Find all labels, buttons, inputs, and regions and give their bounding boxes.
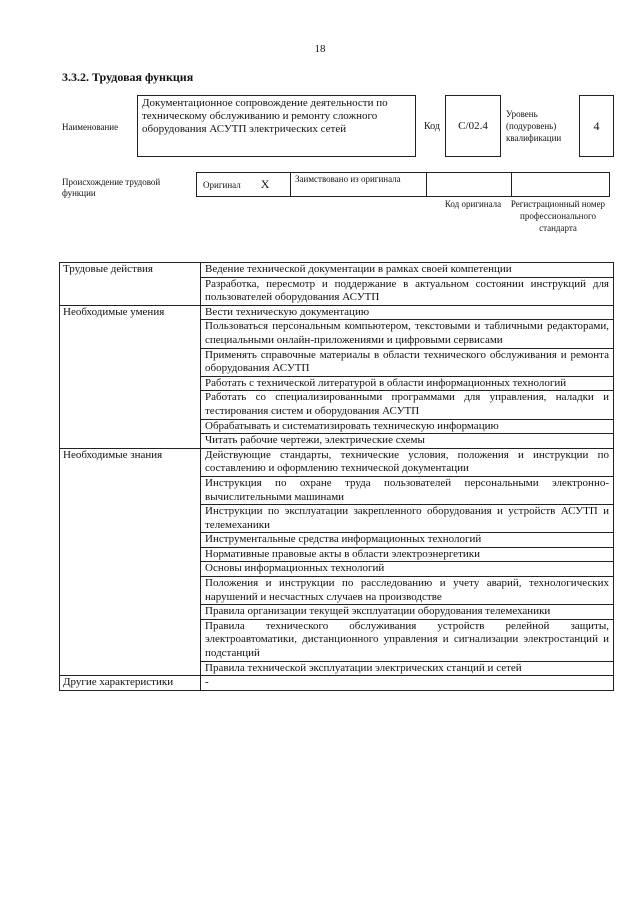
knowledge-item: Правила технического обслуживания устройств релейной защиты, электроавтоматики, дистанционного управления и сигнализации электростанций и подстанций <box>201 619 614 661</box>
skill-item: Обрабатывать и систематизировать техническую информацию <box>201 419 614 434</box>
level-label: Уровень (подуровень) квалификации <box>506 109 562 143</box>
table-row <box>60 263 614 278</box>
skill-item: Работать со специализированными программами для управления, наладки и тестирования систем и оборудования АСУТП <box>201 391 614 419</box>
function-name-box: Документационное сопровождение деятельности по техническому обслуживанию и ремонту сложного оборудования АСУТП электрических сетей <box>137 95 416 157</box>
origin-borrowed-cell: Заимствовано из оригинала <box>290 172 427 197</box>
name-label: Наименование <box>62 122 119 132</box>
skill-item: Применять справочные материалы в области технического обслуживания и ремонта оборудования АСУТП <box>201 348 614 376</box>
reg-number-caption: Регистрационный номер профессионального стандарта <box>510 199 606 233</box>
knowledge-item: Действующие стандарты, технические условия, положения и инструкции по составлению и оформлению технической документации <box>201 448 614 476</box>
origin-label: Происхождение трудовой функции <box>62 177 161 198</box>
knowledge-item: Правила организации текущей эксплуатации оборудования телемеханики <box>201 605 614 620</box>
labor-action-item: Ведение технической документации в рамках своей компетенции <box>201 263 614 278</box>
knowledge-item: Основы информационных технологий <box>201 562 614 577</box>
original-mark: X <box>260 177 270 191</box>
function-table <box>59 262 614 691</box>
skill-item: Работать с технической литературой в области информационных технологий <box>201 376 614 391</box>
code-original-caption: Код оригинала <box>444 199 502 209</box>
skill-item: Пользоваться персональным компьютером, текстовыми и табличными редакторами, специальными онлайн-приложениями и цифровыми сервисами <box>201 320 614 348</box>
knowledge-item: Положения и инструкции по расследованию и учету аварий, технологических нарушений и несчастных случаев на производстве <box>201 577 614 605</box>
other-characteristics-value: - <box>201 676 614 691</box>
knowledge-item: Нормативные правовые акты в области электроэнергетики <box>201 547 614 562</box>
knowledge-label: Необходимые знания <box>60 448 201 676</box>
labor-action-item: Разработка, пересмотр и поддержание в актуальном состоянии инструкций для пользователей оборудования АСУТП <box>201 277 614 305</box>
origin-row <box>197 172 610 197</box>
code-value-box: C/02.4 <box>445 95 501 157</box>
knowledge-item: Правила технической эксплуатации электрических станций и сетей <box>201 661 614 676</box>
level-value-box: 4 <box>579 95 614 157</box>
code-label: Код <box>424 121 440 132</box>
skill-item: Читать рабочие чертежи, электрические схемы <box>201 434 614 449</box>
origin-code-cell <box>426 172 512 197</box>
page-number: 18 <box>314 43 326 55</box>
table-row <box>60 305 614 320</box>
other-characteristics-label: Другие характеристики <box>60 676 201 691</box>
labor-actions-label: Трудовые действия <box>60 263 201 306</box>
skill-item: Вести техническую документацию <box>201 305 614 320</box>
origin-original-cell <box>196 172 291 197</box>
knowledge-item: Инструкции по эксплуатации закрепленного оборудования и устройств АСУТП и телемеханики <box>201 505 614 533</box>
table-row <box>60 448 614 476</box>
table-row <box>60 676 614 691</box>
section-heading: 3.3.2. Трудовая функция <box>62 70 194 84</box>
origin-reg-cell <box>511 172 610 197</box>
knowledge-item: Инструкция по охране труда пользователей персональными электронно-вычислительными машинами <box>201 476 614 504</box>
skills-label: Необходимые умения <box>60 305 201 448</box>
original-label: Оригинал <box>203 179 241 190</box>
knowledge-item: Инструментальные средства информационных технологий <box>201 533 614 548</box>
